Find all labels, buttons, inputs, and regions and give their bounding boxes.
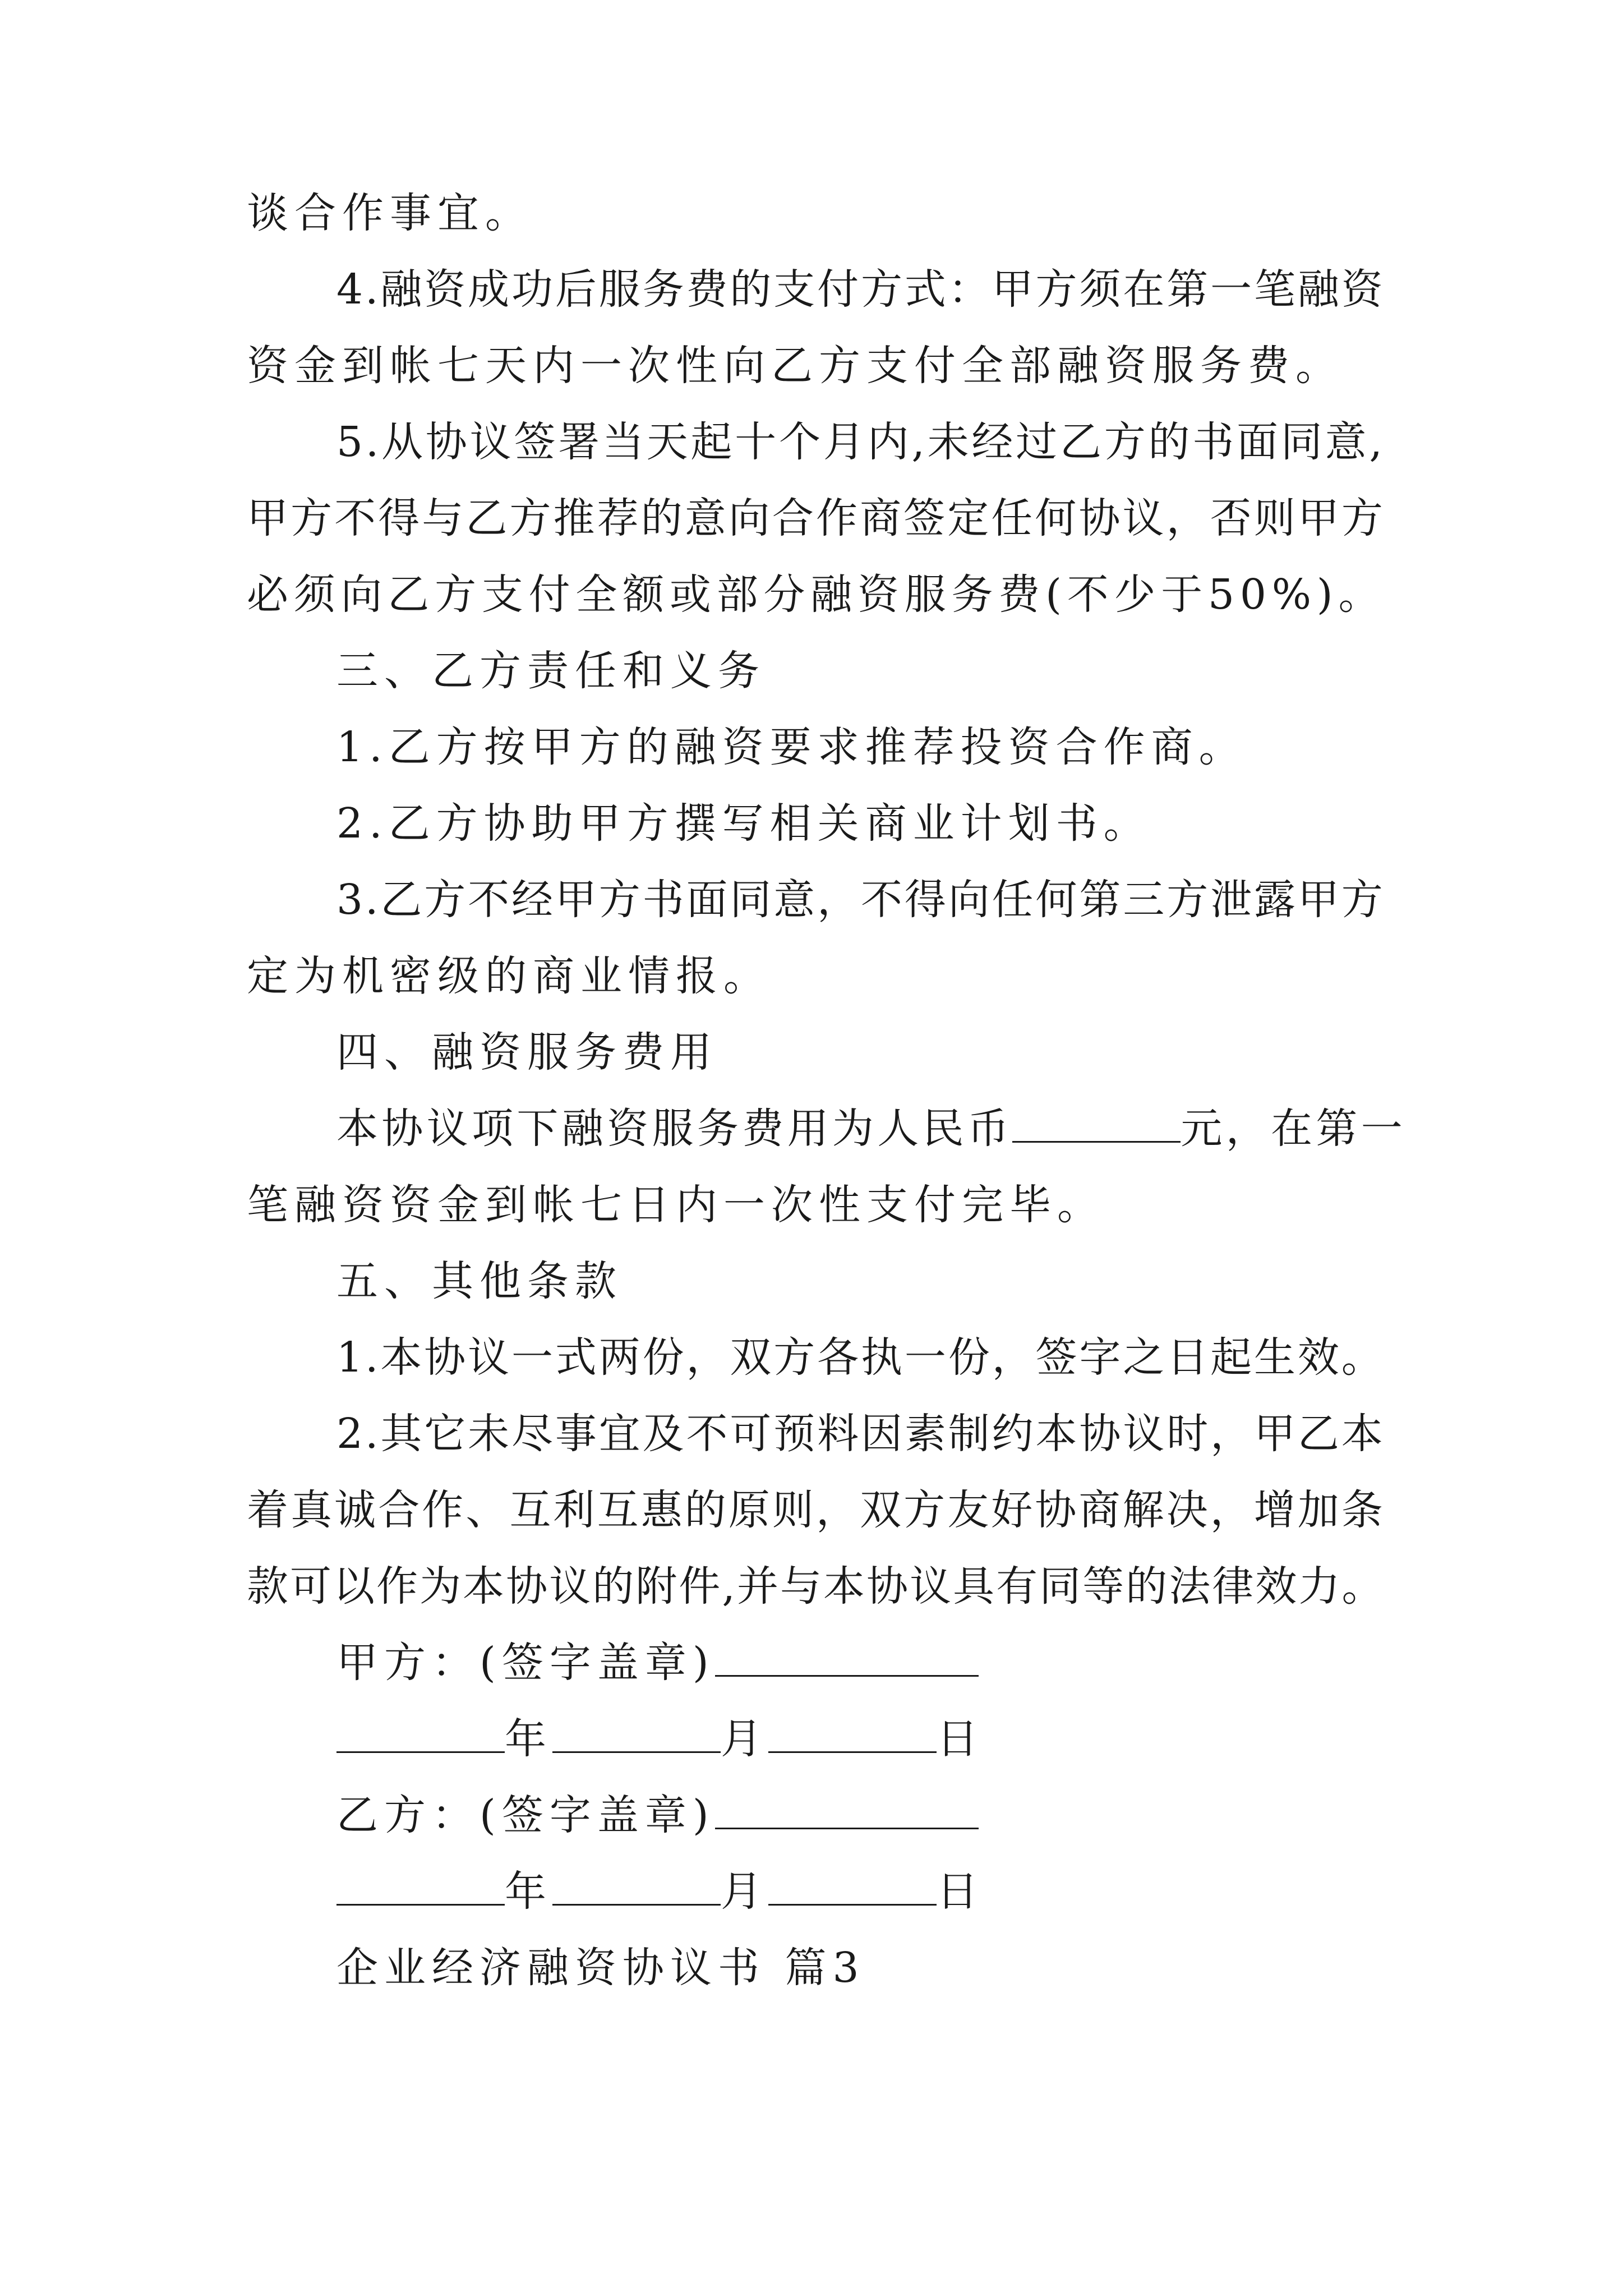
section-heading: 三、乙方责任和义务 — [336, 647, 766, 695]
paragraph-line: 4.融资成功后服务费的支付方式：甲方须在第一笔融资 — [336, 265, 1385, 314]
paragraph-line: 笔融资资金到帐七日内一次性支付完毕。 — [247, 1181, 1105, 1229]
party-a-label: 甲方：(签字盖章) — [336, 1639, 715, 1687]
fee-amount-blank — [1012, 1106, 1181, 1143]
paragraph-line: 5.从协议签署当天起十个月内,未经过乙方的书面同意, — [336, 418, 1385, 466]
day-blank — [768, 1717, 937, 1753]
party-b-signature-blank — [715, 1793, 979, 1829]
paragraph-line: 1.乙方按甲方的融资要求推荐投资合作商。 — [336, 723, 1247, 771]
paragraph-line: 1.本协议一式两份，双方各执一份，签字之日起生效。 — [336, 1333, 1385, 1382]
party-a-date-line — [336, 1711, 984, 1767]
paragraph-line: 甲方不得与乙方推荐的意向合作商签定任何协议，否则甲方 — [247, 494, 1385, 542]
year-label: 年 — [505, 1867, 552, 1916]
paragraph-line: 资金到帐七天内一次性向乙方支付全部融资服务费。 — [247, 342, 1343, 390]
paragraph-line: 款可以作为本协议的附件,并与本协议具有同等的法律效力。 — [247, 1562, 1385, 1611]
fee-clause-text: 本协议项下融资服务费用为人民币 — [336, 1105, 1013, 1153]
section-heading: 五、其他条款 — [336, 1257, 623, 1305]
section-heading: 四、融资服务费用 — [336, 1028, 718, 1076]
month-blank — [552, 1717, 721, 1753]
party-b-label: 乙方：(签字盖章) — [336, 1791, 715, 1839]
month-label: 月 — [721, 1715, 768, 1763]
party-b-signature-line — [336, 1787, 979, 1843]
year-blank — [336, 1717, 505, 1753]
day-label: 日 — [937, 1715, 984, 1763]
day-blank — [768, 1869, 937, 1906]
paragraph-line: 谈合作事宜。 — [247, 189, 533, 237]
month-blank — [552, 1869, 721, 1906]
paragraph-line: 必须向乙方支付全额或部分融资服务费(不少于50%)。 — [247, 570, 1386, 619]
day-label: 日 — [937, 1867, 984, 1916]
year-blank — [336, 1869, 505, 1906]
party-a-signature-blank — [715, 1640, 979, 1677]
paragraph-line: 2.乙方协助甲方撰写相关商业计划书。 — [336, 799, 1151, 848]
next-section-title: 企业经济融资协议书 篇3 — [336, 1944, 865, 1992]
paragraph-line: 3.乙方不经甲方书面同意，不得向任何第三方泄露甲方 — [336, 876, 1385, 924]
month-label: 月 — [721, 1867, 768, 1916]
party-b-date-line — [336, 1864, 984, 1920]
paragraph-line: 着真诚合作、互利互惠的原则，双方友好协商解决，增加条 — [247, 1486, 1385, 1534]
fee-clause-text: 元，在第一 — [1181, 1105, 1407, 1153]
party-a-signature-line — [336, 1635, 979, 1691]
fee-clause-line — [336, 1101, 1406, 1157]
year-label: 年 — [505, 1715, 552, 1763]
paragraph-line: 2.其它未尽事宜及不可预料因素制约本协议时，甲乙本 — [336, 1410, 1385, 1458]
paragraph-line: 定为机密级的商业情报。 — [247, 952, 771, 1000]
